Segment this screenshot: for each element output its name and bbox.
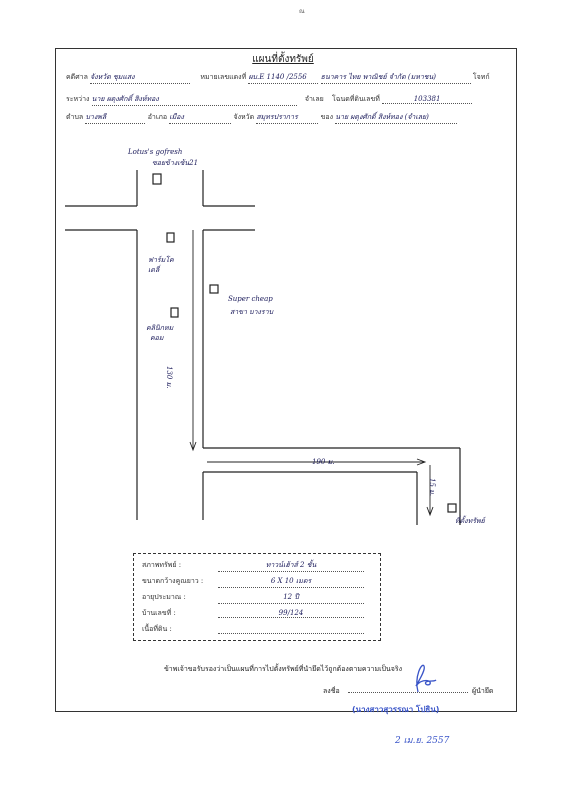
property-details-box xyxy=(133,553,381,641)
house-number-row xyxy=(142,608,364,619)
plaintiff-value: ธนาคาร ไทย พาณิชย์ จำกัด (มหาชน) xyxy=(321,72,471,84)
sign-label: ลงชื่อ xyxy=(323,687,340,695)
distance-horizontal-label: 190 ม. xyxy=(312,458,335,466)
district-value: เมือง xyxy=(169,112,231,124)
deed-label: โฉนดที่ดินเลขที่ xyxy=(331,95,380,103)
owner-value: นาย ผดุงศักดิ์ สิงห์ทอง (จำเลย) xyxy=(335,112,457,124)
case-row xyxy=(66,72,490,84)
sign-date: 2 เม.ย. 2557 xyxy=(395,736,450,746)
defendant-value: นาย ผดุงศักดิ์ สิงห์ทอง xyxy=(92,94,297,106)
owner-label: ของ xyxy=(320,113,334,121)
shop2-marker xyxy=(171,308,178,317)
land-area-value xyxy=(218,625,364,634)
land-area-row xyxy=(142,624,364,635)
case-no-label: หมายเลขแดงที่ xyxy=(200,73,247,81)
province-label: จังหวัด xyxy=(233,113,255,121)
property-size-label: ขนาดกว้างคูณยาว : xyxy=(142,577,204,585)
defendant-label: จำเลย xyxy=(304,95,324,103)
property-type-row xyxy=(142,560,364,572)
house-number-label: บ้านเลขที่ : xyxy=(142,609,176,617)
subdistrict-value: บางพลี xyxy=(85,112,145,124)
property-marker xyxy=(448,504,456,512)
lotus-sub-label: ซอยข้างเซ้น21 xyxy=(152,159,199,167)
property-type-label: สภาพทรัพย์ : xyxy=(142,561,182,569)
province-value: สมุทรปราการ xyxy=(256,112,318,124)
subdistrict-label: ตำบล xyxy=(66,113,84,121)
lotus-label: Lotus's gofresh xyxy=(128,148,183,156)
district-label: อำเภอ xyxy=(147,113,168,121)
role-label: ผู้นำยึด xyxy=(472,687,494,695)
super-cheap-label: Super cheap xyxy=(228,295,273,303)
case-no-value: ผบ.E 1140 /2556 xyxy=(248,72,318,84)
between-label: ระหว่าง xyxy=(66,95,90,103)
page-title: แผนที่ตั้งทรัพย์ xyxy=(252,54,314,65)
land-area-label: เนื้อที่ดิน : xyxy=(142,625,172,633)
shop1-marker xyxy=(167,233,174,242)
property-location-label: ที่ตั้งทรัพย์ xyxy=(455,517,485,525)
property-age-row xyxy=(142,592,364,604)
super-cheap-sub-label: สาขา บางราบ xyxy=(230,308,274,316)
deed-value: 103381 xyxy=(382,95,472,104)
shop2-label-1: คลินิกหม xyxy=(146,324,174,332)
signature-mark xyxy=(400,656,440,696)
property-age-label: อายุประมาณ : xyxy=(142,593,186,601)
distance-small-label: 15 ม. xyxy=(428,478,436,496)
property-type-value: ทาวน์เฮ้าส์ 2 ชั้น xyxy=(218,560,364,572)
property-size-value: 6 X 10 เมตร xyxy=(218,576,364,588)
case-label: คดีศาล xyxy=(66,73,88,81)
distance-vertical-label: 130 ม. xyxy=(165,366,173,389)
defendant-row xyxy=(66,94,472,106)
signer-name: (นางสาวสุวรรณา โปธิน) xyxy=(352,705,440,714)
case-value: จังหวัด ชุมแสง xyxy=(90,72,190,84)
lotus-marker xyxy=(153,174,161,184)
shop2-label-2: คอม xyxy=(150,334,164,342)
certification-text: ข้าพเจ้าขอรับรองว่าเป็นแผนที่การไปตั้งทรัพย์ที่นำยึดไว้ถูกต้องตามความเป็นจริง xyxy=(164,665,402,673)
house-number-value: 99/124 xyxy=(218,609,364,618)
plaintiff-label: โจทก์ xyxy=(472,73,490,81)
shop1-label-2: เดลี่ xyxy=(148,266,160,274)
location-map xyxy=(55,120,515,540)
shop1-label-1: ฟาร์มโค xyxy=(148,256,174,264)
super-cheap-marker xyxy=(210,285,218,293)
corner-mark: ณ xyxy=(299,8,305,15)
property-age-value: 12 ปี xyxy=(218,592,364,604)
property-size-row xyxy=(142,576,364,588)
